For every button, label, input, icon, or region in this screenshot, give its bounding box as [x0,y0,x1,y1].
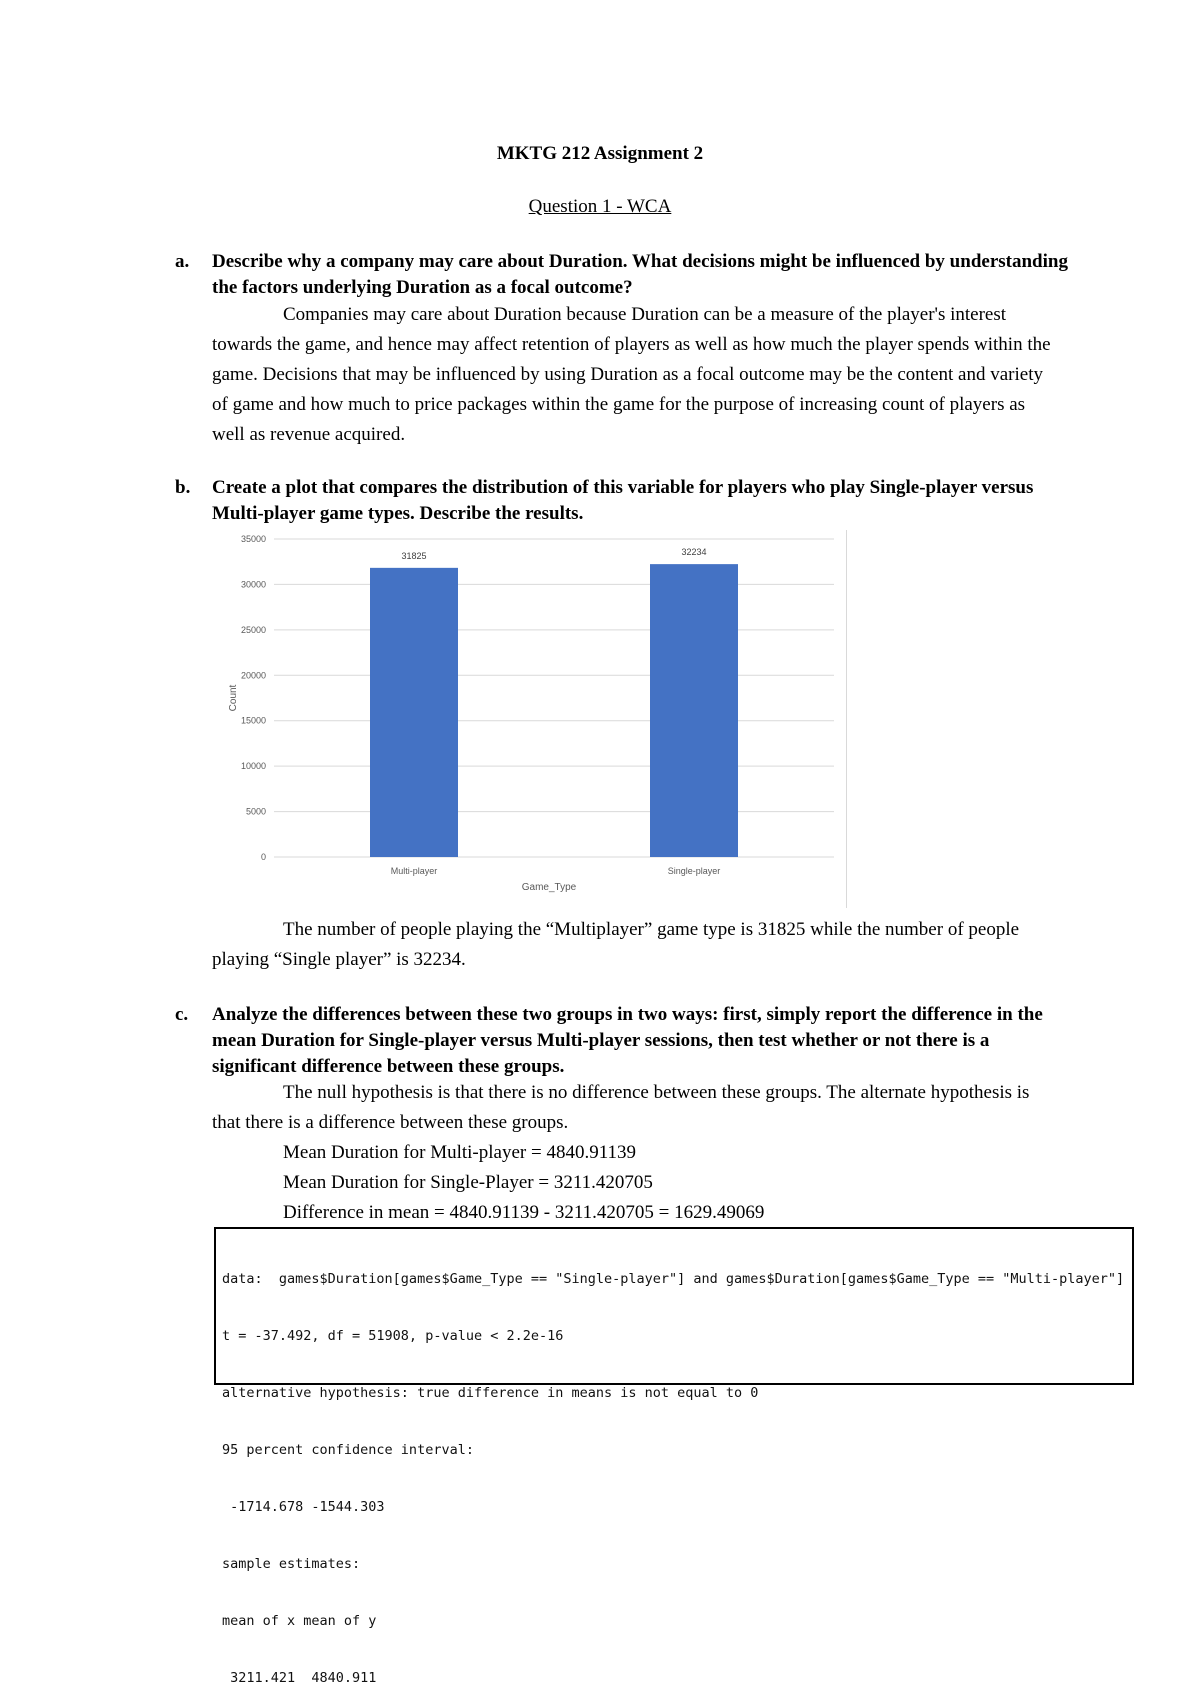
answer-b-text: The number of people playing the “Multiplayer” game type is 31825 while the number of people playing “Single player” is 32234. [212,919,1020,970]
t-test-output [214,1227,1134,1686]
x-tick-label: Multi-player [390,866,438,876]
question-a-prompt: Describe why a company may care about Duration. What decisions might be influenced by understanding the factors underlying Duration as a focal outcome? [212,251,1068,298]
y-tick-label: 15000 [240,715,266,726]
question-b [175,475,1075,527]
question-a [175,249,1075,301]
code-line: -1714.678 -1544.303 [222,1499,385,1515]
y-tick-label: 10000 [240,761,266,772]
bar [370,568,458,857]
y-tick-label: 5000 [245,806,266,817]
y-tick-label: 30000 [240,579,266,590]
mean-single-player: Mean Duration for Single-Player = 3211.420705 [283,1172,653,1193]
x-axis-title: Game_Type [521,882,577,893]
answer-b [212,915,1062,975]
y-tick-label: 35000 [240,534,266,544]
y-tick-label: 25000 [240,624,266,635]
bar [650,564,738,857]
code-line: alternative hypothesis: true difference in means is not equal to 0 [222,1385,759,1401]
code-line: mean of x mean of y [222,1613,377,1629]
question-c-prompt: Analyze the differences between these two groups in two ways: first, simply report the difference in the mean Duration for Single-player versus Multi-player sessions, then test whether or not there is a significant difference between these groups. [212,1004,1043,1077]
y-axis-title: Count [228,684,239,712]
code-line: sample estimates: [222,1556,361,1572]
code-line: 95 percent confidence interval: [222,1442,474,1458]
question-c-letter: c. [175,1004,189,1025]
mean-multi-player: Mean Duration for Multi-player = 4840.91139 [283,1142,636,1163]
data-label: 31825 [401,550,427,561]
answer-c [212,1078,1062,1228]
question-a-letter: a. [175,251,190,272]
mean-difference: Difference in mean = 4840.91139 - 3211.420705 = 1629.49069 [283,1202,765,1223]
code-line: 3211.421 4840.911 [222,1670,377,1686]
x-tick-label: Single-player [667,866,721,876]
y-tick-label: 0 [260,852,266,862]
document-title: MKTG 212 Assignment 2 [496,143,704,164]
bar-chart [212,530,852,910]
answer-a-text: Companies may care about Duration because Duration can be a measure of the player's interest towards the game, and hence may affect retention of players as well as how much the player spends within the game. Decisions that may be influenced by using Duration as a focal outcome may be the content and variety of game and how much to price packages within the game for the purpose of increasing count of players as well as revenue acquired. [212,304,1051,445]
question-c [175,1002,1075,1080]
code-line: t = -37.492, df = 51908, p-value < 2.2e-16 [222,1328,564,1344]
chart-border [846,530,847,908]
data-label: 32234 [681,547,707,558]
question-heading: Question 1 - WCA [528,196,672,217]
question-b-prompt: Create a plot that compares the distribution of this variable for players who play Single-player versus Multi-player game types. Describe the results. [212,477,1034,524]
code-line: data: games$Duration[games$Game_Type == "Single-player"] and games$Duration[games$Game_Type == "Multi-player"] [222,1271,1125,1287]
question-b-letter: b. [175,477,191,498]
answer-a [212,300,1062,450]
y-tick-label: 20000 [240,670,266,681]
answer-c-text: The null hypothesis is that there is no difference between these groups. The alternate hypothesis is that there is a difference between these groups. [212,1082,1030,1133]
